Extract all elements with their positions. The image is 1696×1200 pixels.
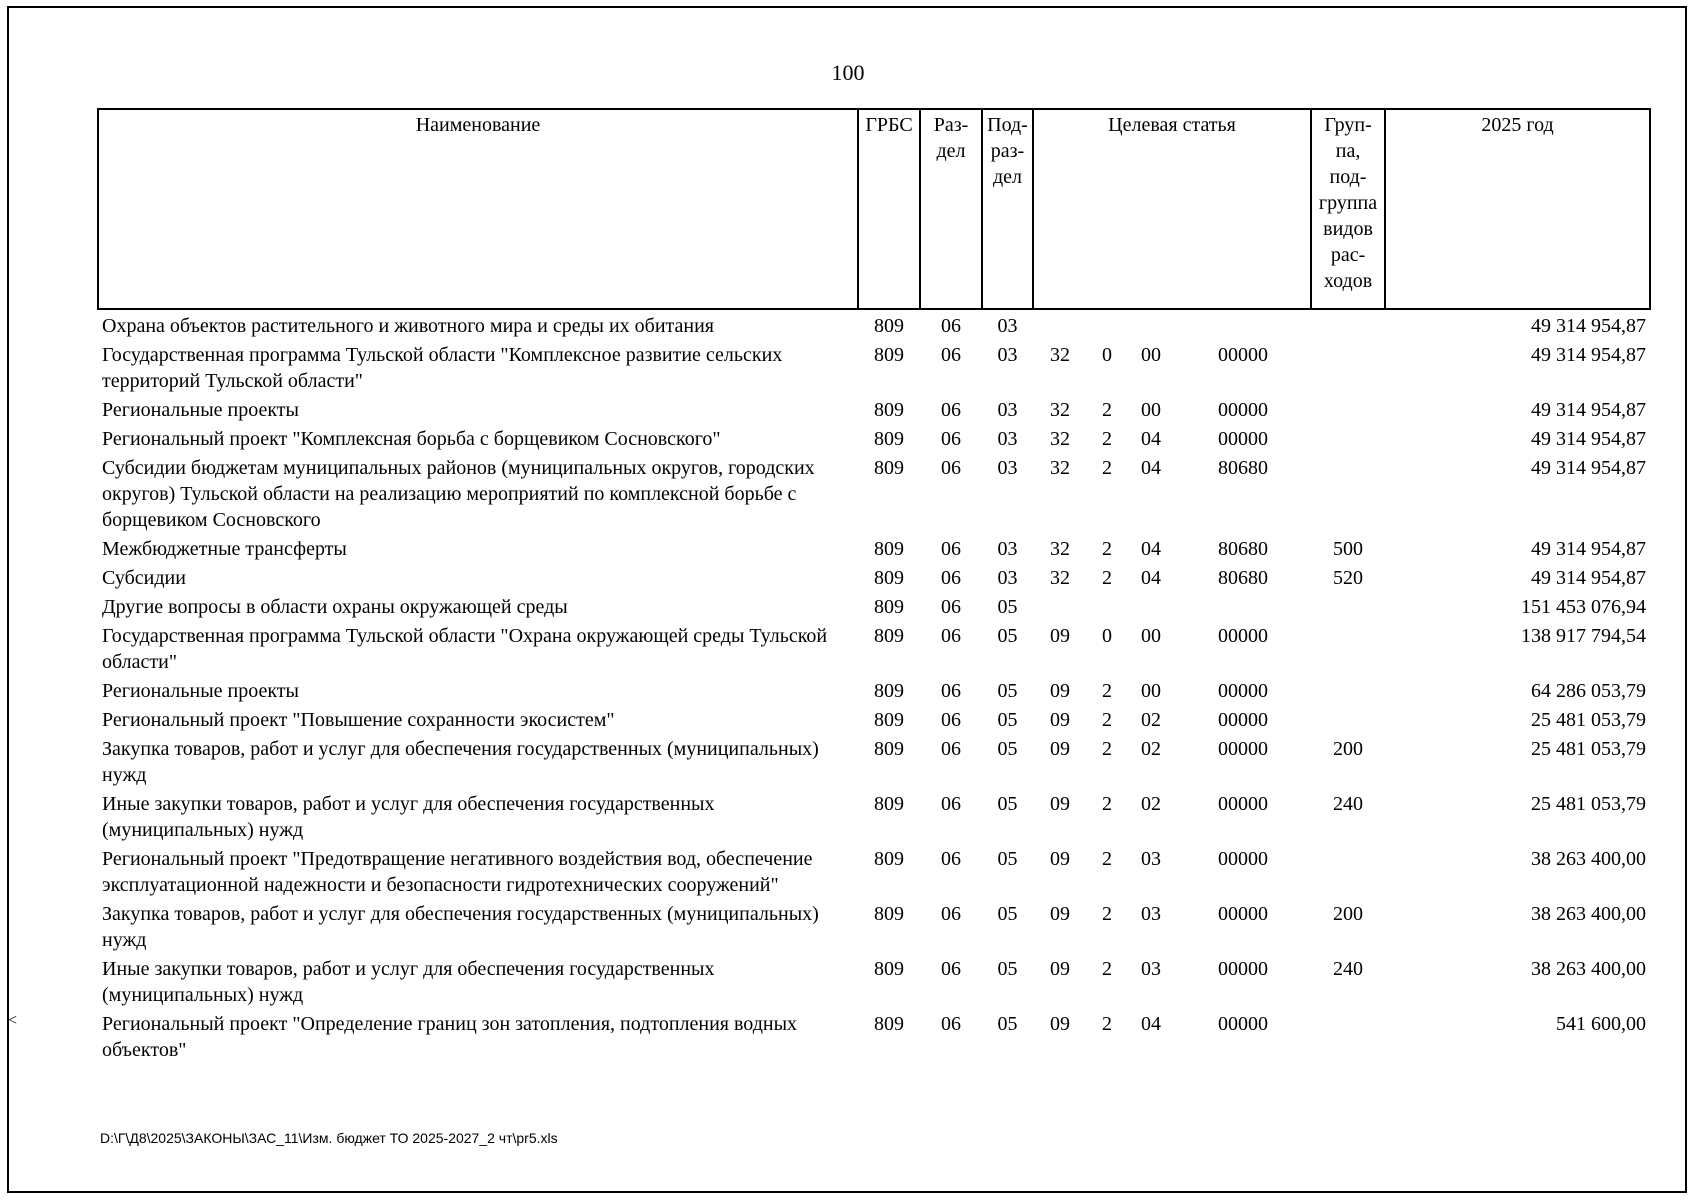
row-razdel: 06: [941, 315, 961, 337]
row-target-program: 09: [1050, 903, 1070, 925]
header-vid-raskhodov: Груп-па, под-группа видов рас-ходов: [1311, 109, 1385, 309]
file-path-footer: D:\Г\Д8\2025\ЗАКОНЫ\ЗАС_11\Изм. бюджет ТО 2025-2027_2 чт\pr5.xls: [100, 1130, 558, 1146]
row-target-direction: 00000: [1218, 680, 1269, 702]
row-target-direction: 00000: [1218, 344, 1269, 366]
row-vid-raskhodov: [1311, 675, 1385, 704]
row-razdel: 06: [941, 680, 961, 702]
row-amount: 49 314 954,87: [1531, 344, 1647, 366]
row-podrazdel: 05: [997, 1013, 1018, 1035]
row-target-direction: 00000: [1218, 848, 1269, 870]
row-amount: 49 314 954,87: [1531, 457, 1647, 479]
row-name: Региональный проект "Предотвращение негативного воздействия вод, обеспечение эксплуатационной надежности и безопасности гидротехнических сооружений": [102, 848, 813, 896]
row-target-program: 09: [1050, 848, 1070, 870]
row-grbs: 809: [874, 625, 904, 647]
row-target-program: 09: [1050, 738, 1070, 760]
row-grbs: 809: [874, 709, 904, 731]
row-target-program: 32: [1050, 538, 1070, 560]
row-podrazdel: 03: [997, 399, 1018, 421]
row-vid-raskhodov: 200: [1333, 738, 1364, 760]
row-grbs: 809: [874, 538, 904, 560]
table-row: [98, 733, 1650, 788]
row-target-type: 0: [1102, 344, 1112, 366]
row-grbs: 809: [874, 344, 904, 366]
row-name: Иные закупки товаров, работ и услуг для обеспечения государственных (муниципальных) нужд: [102, 958, 715, 1006]
row-target-type: 2: [1102, 538, 1112, 560]
row-target-type: 2: [1102, 848, 1112, 870]
row-name: Охрана объектов растительного и животного мира и среды их обитания: [102, 315, 715, 337]
row-target-type: 2: [1102, 709, 1112, 731]
row-name: Закупка товаров, работ и услуг для обеспечения государственных (муниципальных) нужд: [102, 738, 819, 786]
header-year: 2025 год: [1385, 109, 1650, 309]
row-vid-raskhodov: 240: [1333, 958, 1364, 980]
row-razdel: 06: [941, 848, 961, 870]
row-target-direction: 00000: [1218, 625, 1269, 647]
row-razdel: 06: [941, 567, 961, 589]
row-grbs: 809: [874, 596, 904, 618]
row-amount: 49 314 954,87: [1531, 567, 1647, 589]
row-target-subprogram: [1127, 591, 1175, 620]
row-podrazdel: 05: [997, 793, 1018, 815]
table-row: [98, 953, 1650, 1008]
row-vid-raskhodov: 200: [1333, 903, 1364, 925]
row-podrazdel: 03: [997, 344, 1018, 366]
row-target-type: 2: [1102, 428, 1112, 450]
row-target-direction: 00000: [1218, 1013, 1269, 1035]
row-amount: 49 314 954,87: [1531, 399, 1647, 421]
table-row: [98, 620, 1650, 675]
row-target-type: 2: [1102, 903, 1112, 925]
header-name: Наименование: [98, 109, 858, 309]
row-target-program: [1033, 309, 1087, 339]
row-name: Региональный проект "Определение границ зон затопления, подтопления водных объектов": [102, 1013, 798, 1061]
row-target-subprogram: 04: [1141, 1013, 1161, 1035]
row-podrazdel: 05: [997, 738, 1018, 760]
header-grbs: ГРБС: [858, 109, 920, 309]
row-name: Региональные проекты: [102, 680, 299, 702]
row-podrazdel: 05: [997, 848, 1018, 870]
row-target-program: 32: [1050, 567, 1070, 589]
row-amount: 25 481 053,79: [1531, 709, 1647, 731]
row-grbs: 809: [874, 457, 904, 479]
row-target-subprogram: 00: [1141, 399, 1161, 421]
row-razdel: 06: [941, 538, 961, 560]
row-amount: 49 314 954,87: [1531, 315, 1647, 337]
row-grbs: 809: [874, 399, 904, 421]
table-row: [98, 675, 1650, 704]
row-podrazdel: 05: [997, 958, 1018, 980]
row-grbs: 809: [874, 848, 904, 870]
row-razdel: 06: [941, 958, 961, 980]
row-target-type: 2: [1102, 793, 1112, 815]
row-name: Региональные проекты: [102, 399, 299, 421]
row-target-subprogram: 02: [1141, 709, 1161, 731]
row-grbs: 809: [874, 903, 904, 925]
row-vid-raskhodov: [1311, 423, 1385, 452]
table-row: [98, 562, 1650, 591]
row-vid-raskhodov: 240: [1333, 793, 1364, 815]
row-razdel: 06: [941, 457, 961, 479]
row-amount: 151 453 076,94: [1521, 596, 1647, 618]
row-target-program: 32: [1050, 428, 1070, 450]
row-name: Субсидии: [102, 567, 186, 589]
row-target-type: 2: [1102, 738, 1112, 760]
row-target-direction: 00000: [1218, 428, 1269, 450]
row-grbs: 809: [874, 315, 904, 337]
row-vid-raskhodov: [1311, 1008, 1385, 1063]
row-target-type: [1087, 309, 1127, 339]
row-target-program: 09: [1050, 709, 1070, 731]
row-target-subprogram: 02: [1141, 793, 1161, 815]
row-amount: 49 314 954,87: [1531, 538, 1647, 560]
row-amount: 38 263 400,00: [1531, 848, 1647, 870]
row-vid-raskhodov: [1311, 452, 1385, 533]
row-podrazdel: 03: [997, 538, 1018, 560]
row-target-direction: 80680: [1218, 538, 1269, 560]
row-target-direction: 00000: [1218, 958, 1269, 980]
row-podrazdel: 05: [997, 709, 1018, 731]
header-razdel: Раз-дел: [920, 109, 982, 309]
row-target-direction: [1175, 309, 1311, 339]
table-row: [98, 533, 1650, 562]
row-amount: 25 481 053,79: [1531, 793, 1647, 815]
row-razdel: 06: [941, 596, 961, 618]
table-row: [98, 394, 1650, 423]
row-target-direction: 00000: [1218, 738, 1269, 760]
row-podrazdel: 05: [997, 903, 1018, 925]
row-target-direction: 00000: [1218, 903, 1269, 925]
page-number: 100: [831, 60, 865, 85]
row-target-program: 09: [1050, 958, 1070, 980]
row-target-direction: 00000: [1218, 399, 1269, 421]
table-row: [98, 898, 1650, 953]
row-name: Закупка товаров, работ и услуг для обеспечения государственных (муниципальных) нужд: [102, 903, 819, 951]
row-target-subprogram: 03: [1141, 903, 1161, 925]
row-target-type: 0: [1102, 625, 1112, 647]
row-amount: 25 481 053,79: [1531, 738, 1647, 760]
row-razdel: 06: [941, 428, 961, 450]
row-vid-raskhodov: [1311, 591, 1385, 620]
row-vid-raskhodov: 500: [1333, 538, 1364, 560]
table-row: [98, 1008, 1650, 1063]
row-podrazdel: 03: [997, 567, 1018, 589]
row-name: Государственная программа Тульской области "Охрана окружающей среды Тульской области": [102, 625, 828, 673]
row-vid-raskhodov: 520: [1333, 567, 1364, 589]
row-podrazdel: 03: [997, 457, 1018, 479]
header-podrazdel: Под-раз-дел: [982, 109, 1033, 309]
row-podrazdel: 05: [997, 680, 1018, 702]
row-target-subprogram: 03: [1141, 848, 1161, 870]
row-name: Межбюджетные трансферты: [102, 538, 347, 560]
table-header-row: [98, 109, 1650, 309]
row-podrazdel: 03: [997, 315, 1018, 337]
row-podrazdel: 05: [997, 596, 1018, 618]
row-target-program: 09: [1050, 1013, 1070, 1035]
row-target-program: 09: [1050, 680, 1070, 702]
row-podrazdel: 05: [997, 625, 1018, 647]
table-row: [98, 339, 1650, 394]
row-target-program: 32: [1050, 399, 1070, 421]
budget-table: [97, 108, 1651, 1063]
row-target-subprogram: 04: [1141, 428, 1161, 450]
row-grbs: 809: [874, 738, 904, 760]
row-razdel: 06: [941, 738, 961, 760]
row-target-type: 2: [1102, 680, 1112, 702]
row-grbs: 809: [874, 680, 904, 702]
row-target-type: 2: [1102, 457, 1112, 479]
row-target-program: 32: [1050, 344, 1070, 366]
row-amount: 49 314 954,87: [1531, 428, 1647, 450]
table-row: [98, 309, 1650, 339]
row-target-subprogram: 00: [1141, 344, 1161, 366]
row-target-type: 2: [1102, 1013, 1112, 1035]
row-target-subprogram: 03: [1141, 958, 1161, 980]
table-row: [98, 788, 1650, 843]
row-target-direction: 00000: [1218, 709, 1269, 731]
row-razdel: 06: [941, 1013, 961, 1035]
row-grbs: 809: [874, 428, 904, 450]
table-row: [98, 704, 1650, 733]
row-vid-raskhodov: [1311, 620, 1385, 675]
row-target-type: 2: [1102, 399, 1112, 421]
row-target-program: 32: [1050, 457, 1070, 479]
row-target-subprogram: [1127, 309, 1175, 339]
row-target-subprogram: 02: [1141, 738, 1161, 760]
row-target-subprogram: 00: [1141, 625, 1161, 647]
margin-mark: <: [8, 1012, 18, 1029]
row-vid-raskhodov: [1311, 704, 1385, 733]
row-target-direction: 80680: [1218, 457, 1269, 479]
row-podrazdel: 03: [997, 428, 1018, 450]
row-razdel: 06: [941, 625, 961, 647]
table-row: [98, 423, 1650, 452]
row-razdel: 06: [941, 903, 961, 925]
row-target-subprogram: 04: [1141, 567, 1161, 589]
row-amount: 138 917 794,54: [1521, 625, 1647, 647]
table-row: [98, 843, 1650, 898]
row-razdel: 06: [941, 793, 961, 815]
row-target-type: 2: [1102, 567, 1112, 589]
row-name: Субсидии бюджетам муниципальных районов (муниципальных округов, городских округов) Тульской области на реализацию мероприятий по комплексной борьбе с борщевиком Сосновского: [102, 457, 815, 531]
row-target-direction: 80680: [1218, 567, 1269, 589]
row-target-program: 09: [1050, 625, 1070, 647]
row-target-type: 2: [1102, 958, 1112, 980]
table-row: [98, 591, 1650, 620]
row-target-direction: 00000: [1218, 793, 1269, 815]
row-vid-raskhodov: [1311, 843, 1385, 898]
row-name: Другие вопросы в области охраны окружающей среды: [102, 596, 568, 618]
row-vid-raskhodov: [1311, 309, 1385, 339]
row-name: Иные закупки товаров, работ и услуг для обеспечения государственных (муниципальных) нужд: [102, 793, 715, 841]
row-vid-raskhodov: [1311, 339, 1385, 394]
table-body: [98, 309, 1650, 1063]
row-amount: 38 263 400,00: [1531, 958, 1647, 980]
row-grbs: 809: [874, 793, 904, 815]
row-grbs: 809: [874, 567, 904, 589]
row-grbs: 809: [874, 958, 904, 980]
row-amount: 541 600,00: [1556, 1013, 1647, 1035]
row-target-subprogram: 04: [1141, 538, 1161, 560]
row-amount: 38 263 400,00: [1531, 903, 1647, 925]
row-target-type: [1087, 591, 1127, 620]
row-razdel: 06: [941, 399, 961, 421]
row-vid-raskhodov: [1311, 394, 1385, 423]
row-name: Государственная программа Тульской области "Комплексное развитие сельских территорий Тульской области": [102, 344, 783, 392]
header-target: Целевая статья: [1033, 109, 1311, 309]
row-razdel: 06: [941, 344, 961, 366]
row-target-subprogram: 04: [1141, 457, 1161, 479]
row-grbs: 809: [874, 1013, 904, 1035]
row-name: Региональный проект "Комплексная борьба с борщевиком Сосновского": [102, 428, 721, 450]
row-target-program: [1033, 591, 1087, 620]
row-amount: 64 286 053,79: [1531, 680, 1647, 702]
row-target-program: 09: [1050, 793, 1070, 815]
row-target-subprogram: 00: [1141, 680, 1161, 702]
row-target-direction: [1175, 591, 1311, 620]
table-row: [98, 452, 1650, 533]
row-name: Региональный проект "Повышение сохранности экосистем": [102, 709, 615, 731]
row-razdel: 06: [941, 709, 961, 731]
